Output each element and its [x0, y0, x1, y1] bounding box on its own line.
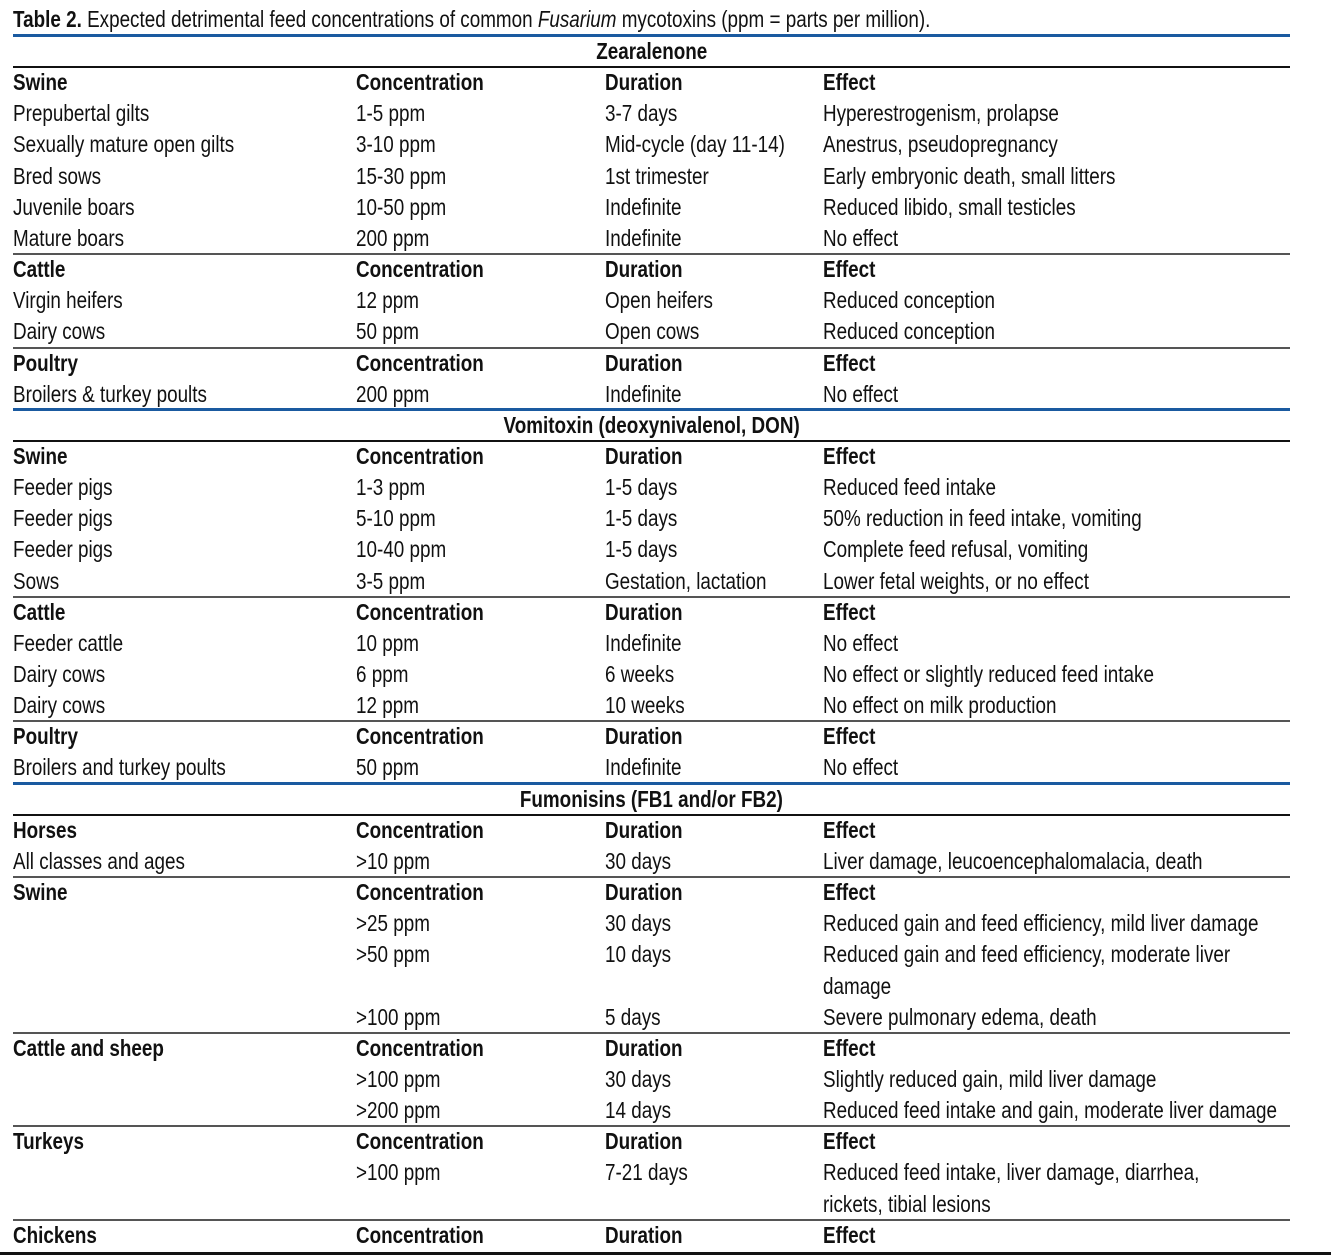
header-duration: Duration: [605, 69, 683, 95]
header-effect: Effect: [823, 599, 876, 625]
cell-animal: Broilers & turkey poults: [13, 381, 207, 407]
cell-duration: 1-5 days: [605, 505, 678, 531]
cell-concentration: 3-5 ppm: [356, 568, 426, 594]
header-animal: Cattle: [13, 256, 66, 282]
caption-italic: Fusarium: [537, 6, 617, 32]
cell-animal: Feeder cattle: [13, 630, 124, 656]
cell-concentration: >100 ppm: [356, 1004, 441, 1030]
table-row: [0, 1189, 1331, 1220]
header-animal: Horses: [13, 817, 77, 843]
cell-duration: 10 weeks: [605, 692, 685, 718]
cell-duration: Indefinite: [605, 381, 682, 407]
cell-effect: Reduced feed intake: [823, 474, 997, 500]
group-header-row: [0, 1033, 1331, 1064]
table-row: [0, 472, 1331, 503]
header-duration: Duration: [605, 256, 683, 282]
group-header-row: [0, 877, 1331, 908]
section-title: [0, 410, 1303, 441]
header-effect: Effect: [823, 1128, 876, 1154]
header-duration: Duration: [605, 1128, 683, 1154]
header-effect: Effect: [823, 817, 876, 843]
table-row: [0, 1064, 1331, 1095]
table-row: [0, 659, 1331, 690]
header-concentration: Concentration: [356, 817, 484, 843]
cell-animal: Prepubertal gilts: [13, 100, 150, 126]
cell-concentration: 10 ppm: [356, 630, 419, 656]
cell-duration: Open cows: [605, 318, 700, 344]
cell-duration: 30 days: [605, 910, 672, 936]
cell-duration: 7-21 days: [605, 1159, 688, 1185]
header-animal: Cattle and sheep: [13, 1035, 164, 1061]
cell-duration: 5 days: [605, 1004, 661, 1030]
header-animal: Poultry: [13, 723, 78, 749]
group-header-row: [0, 815, 1331, 846]
header-animal: Swine: [13, 879, 68, 905]
cell-effect: No effect or slightly reduced feed intake: [823, 661, 1154, 687]
cell-duration: Indefinite: [605, 754, 682, 780]
cell-effect: Hyperestrogenism, prolapse: [823, 100, 1059, 126]
table-row: [0, 628, 1331, 659]
cell-concentration: >25 ppm: [356, 910, 430, 936]
cell-duration: 3-7 days: [605, 100, 678, 126]
header-duration: Duration: [605, 879, 683, 905]
cell-concentration: 50 ppm: [356, 754, 419, 780]
cell-effect: Reduced gain and feed efficiency, moderate liver: [823, 941, 1231, 967]
cell-concentration: 10-50 ppm: [356, 194, 447, 220]
cell-concentration: 5-10 ppm: [356, 505, 436, 531]
cell-effect: No effect on milk production: [823, 692, 1057, 718]
cell-concentration: >50 ppm: [356, 941, 430, 967]
table-row: [0, 846, 1331, 877]
cell-effect: Liver damage, leucoencephalomalacia, death: [823, 848, 1203, 874]
cell-duration: 14 days: [605, 1097, 672, 1123]
header-effect: Effect: [823, 1035, 876, 1061]
header-effect: Effect: [823, 256, 876, 282]
cell-effect: No effect: [823, 630, 899, 656]
cell-animal: Juvenile boars: [13, 194, 135, 220]
header-concentration: Concentration: [356, 1222, 484, 1248]
caption-text-before: Expected detrimental feed concentrations of common: [81, 6, 538, 32]
cell-concentration: 6 ppm: [356, 661, 409, 687]
section-title: [0, 784, 1303, 815]
table-row: [0, 908, 1331, 939]
section-title-text: Vomitoxin (deoxynivalenol, DON): [503, 412, 800, 438]
cell-effect: Reduced conception: [823, 287, 995, 313]
header-duration: Duration: [605, 1035, 683, 1061]
header-concentration: Concentration: [356, 1128, 484, 1154]
header-effect: Effect: [823, 879, 876, 905]
section-row: [0, 410, 1331, 441]
table-row: [0, 192, 1331, 223]
cell-animal: Bred sows: [13, 163, 102, 189]
cell-effect: Slightly reduced gain, mild liver damage: [823, 1066, 1157, 1092]
table-row: [0, 316, 1331, 347]
cell-animal: Sexually mature open gilts: [13, 131, 235, 157]
cell-concentration: >200 ppm: [356, 1097, 441, 1123]
table-row: [0, 939, 1331, 970]
group-header-row: [0, 67, 1331, 98]
cell-effect: Lower fetal weights, or no effect: [823, 568, 1089, 594]
group-header-row: [0, 348, 1331, 379]
cell-animal: Feeder pigs: [13, 505, 113, 531]
cell-effect: Anestrus, pseudopregnancy: [823, 131, 1058, 157]
cell-animal: All classes and ages: [13, 848, 185, 874]
cell-duration: Indefinite: [605, 225, 682, 251]
cell-concentration: 3-10 ppm: [356, 131, 436, 157]
cell-effect: Severe pulmonary edema, death: [823, 1004, 1097, 1030]
cell-duration: Mid-cycle (day 11-14): [605, 131, 785, 157]
table-row: [0, 971, 1331, 1002]
cell-concentration: 15-30 ppm: [356, 163, 447, 189]
cell-duration: Indefinite: [605, 194, 682, 220]
header-concentration: Concentration: [356, 69, 484, 95]
header-animal: Turkeys: [13, 1128, 84, 1154]
cell-effect: Complete feed refusal, vomiting: [823, 536, 1089, 562]
cell-effect: Reduced feed intake and gain, moderate liver damage: [823, 1097, 1277, 1123]
cell-animal: Feeder pigs: [13, 474, 113, 500]
cell-effect: Reduced libido, small testicles: [823, 194, 1076, 220]
header-animal: Cattle: [13, 599, 66, 625]
table-row: [0, 566, 1331, 597]
cell-animal: Dairy cows: [13, 692, 106, 718]
group-header-row: [0, 1220, 1331, 1251]
table-row: [0, 129, 1331, 160]
table-row: [0, 534, 1331, 565]
cell-animal: Sows: [13, 568, 60, 594]
table-row: [0, 285, 1331, 316]
header-concentration: Concentration: [356, 879, 484, 905]
section-row: [0, 36, 1331, 67]
header-animal: Swine: [13, 69, 68, 95]
table-row: [0, 98, 1331, 129]
group-header-row: [0, 441, 1331, 472]
cell-animal: Broilers and turkey poults: [13, 754, 226, 780]
cell-duration: 1-5 days: [605, 536, 678, 562]
cell-effect: damage: [823, 973, 892, 999]
header-effect: Effect: [823, 443, 876, 469]
cell-concentration: 200 ppm: [356, 381, 430, 407]
cell-effect: Reduced conception: [823, 318, 995, 344]
cell-duration: Indefinite: [605, 630, 682, 656]
header-duration: Duration: [605, 817, 683, 843]
header-concentration: Concentration: [356, 256, 484, 282]
section-row: [0, 784, 1331, 815]
cell-effect: No effect: [823, 754, 899, 780]
header-concentration: Concentration: [356, 599, 484, 625]
cell-concentration: 1-3 ppm: [356, 474, 426, 500]
section-title: [0, 36, 1303, 67]
header-duration: Duration: [605, 443, 683, 469]
cell-duration: 1-5 days: [605, 474, 678, 500]
section-title-text: Zearalenone: [595, 38, 708, 64]
cell-effect: rickets, tibial lesions: [823, 1191, 991, 1217]
group-header-row: [0, 254, 1331, 285]
group-header-row: [0, 721, 1331, 752]
group-header-row: [0, 1126, 1331, 1157]
cell-effect: No effect: [823, 225, 899, 251]
header-duration: Duration: [605, 723, 683, 749]
cell-effect: 50% reduction in feed intake, vomiting: [823, 505, 1142, 531]
table-row: [0, 503, 1331, 534]
section-title-text: Fumonisins (FB1 and/or FB2): [519, 786, 783, 812]
table-row: [0, 223, 1331, 254]
cell-duration: Open heifers: [605, 287, 713, 313]
table-row: [0, 752, 1331, 783]
table-row: [0, 379, 1331, 410]
cell-animal: Dairy cows: [13, 661, 106, 687]
header-concentration: Concentration: [356, 443, 484, 469]
table-row: [0, 1157, 1331, 1188]
cell-concentration: 12 ppm: [356, 692, 419, 718]
cell-concentration: 50 ppm: [356, 318, 419, 344]
table-row: [0, 690, 1331, 721]
cell-animal: Feeder pigs: [13, 536, 113, 562]
table-row: [0, 161, 1331, 192]
cell-duration: 10 days: [605, 941, 672, 967]
header-concentration: Concentration: [356, 350, 484, 376]
cell-duration: 1st trimester: [605, 163, 709, 189]
cell-effect: No effect: [823, 381, 899, 407]
header-concentration: Concentration: [356, 723, 484, 749]
cell-concentration: 12 ppm: [356, 287, 419, 313]
cell-concentration: >100 ppm: [356, 1159, 441, 1185]
table-row: [0, 1002, 1331, 1033]
cell-animal: Dairy cows: [13, 318, 106, 344]
header-effect: Effect: [823, 350, 876, 376]
caption-text-after: mycotoxins (ppm = parts per million).: [616, 6, 931, 32]
cell-concentration: 200 ppm: [356, 225, 430, 251]
table-row: [0, 1095, 1331, 1126]
cell-concentration: 1-5 ppm: [356, 100, 426, 126]
group-header-row: [0, 597, 1331, 628]
header-duration: Duration: [605, 599, 683, 625]
header-effect: Effect: [823, 1222, 876, 1248]
cell-animal: Virgin heifers: [13, 287, 123, 313]
cell-animal: Mature boars: [13, 225, 125, 251]
header-duration: Duration: [605, 1222, 683, 1248]
cell-effect: Reduced feed intake, liver damage, diarrhea,: [823, 1159, 1200, 1185]
cell-duration: 6 weeks: [605, 661, 675, 687]
cell-effect: Early embryonic death, small litters: [823, 163, 1116, 189]
header-animal: Swine: [13, 443, 68, 469]
header-effect: Effect: [823, 69, 876, 95]
cell-concentration: 10-40 ppm: [356, 536, 447, 562]
caption-label: Table 2.: [13, 6, 82, 32]
cell-effect: Reduced gain and feed efficiency, mild liver damage: [823, 910, 1259, 936]
header-animal: Chickens: [13, 1222, 97, 1248]
header-duration: Duration: [605, 350, 683, 376]
header-effect: Effect: [823, 723, 876, 749]
cell-duration: 30 days: [605, 1066, 672, 1092]
cell-concentration: >100 ppm: [356, 1066, 441, 1092]
cell-concentration: >10 ppm: [356, 848, 430, 874]
header-concentration: Concentration: [356, 1035, 484, 1061]
cell-duration: Gestation, lactation: [605, 568, 767, 594]
header-animal: Poultry: [13, 350, 78, 376]
cell-duration: 30 days: [605, 848, 672, 874]
